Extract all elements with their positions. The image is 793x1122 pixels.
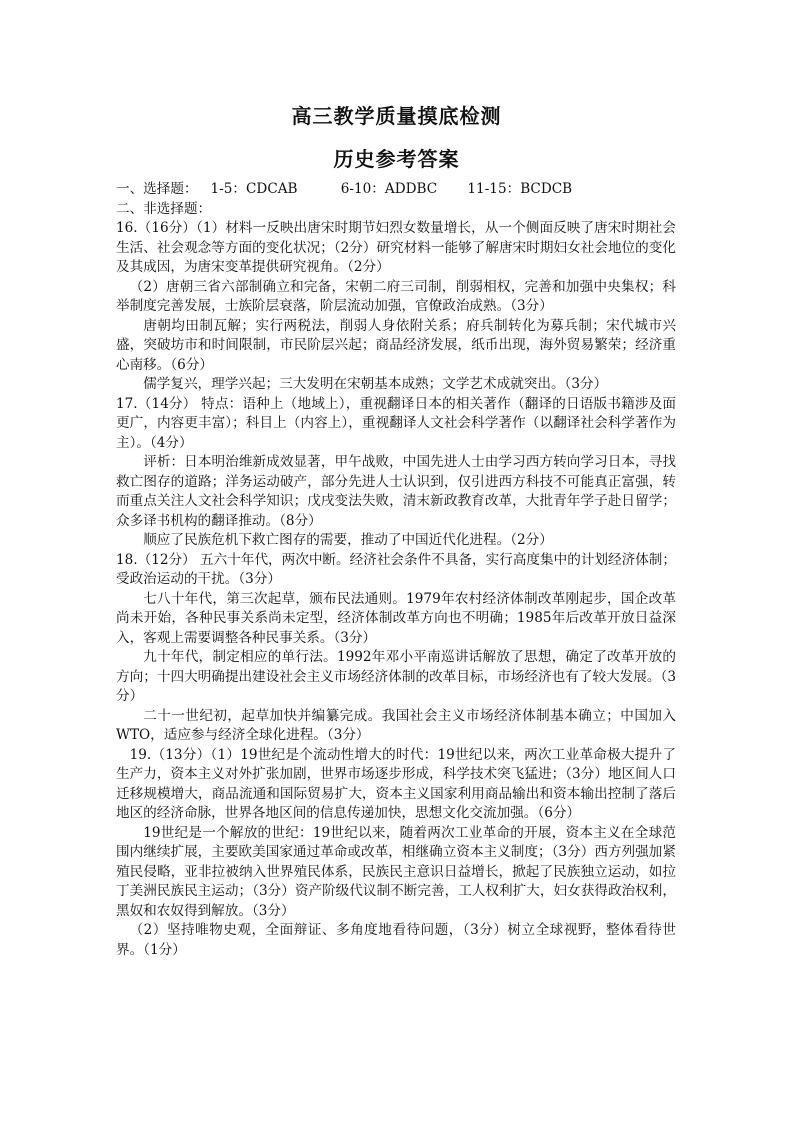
page-title: 高三教学质量摸底检测 (291, 104, 502, 128)
section-heading-nonchoice: 二、非选择题： (116, 200, 212, 217)
answer-16-part2-culture: 儒学复兴，理学兴起；三大发明在宋朝基本成熟；文学艺术成就突出。（3分） (143, 376, 608, 392)
mc-group-2: 6-10：ADDBC (340, 181, 438, 197)
mc-label: 一、选择题： (116, 181, 198, 197)
answer-18-stage2: 七八十年代，第三次起草，颁布民法通则。1979年农村经济体制改革刚起步，国企改革尚未开始，各种民事关系尚未定型，经济体制改革方向也不明确；1985年后改革开放日益深入，客观上需要调整各种民事关系。（3分） (116, 590, 676, 646)
answer-19-part1-mobility: 19.（13分）（1）19世纪是个流动性增大的时代：19世纪以来，两次工业革命极大提升了生产力，资本主义对外扩张加剧，世界市场逐步形成，科学技术突飞猛进；（3分）地区间人口迁移规模增大，商品流通和国际贸易扩大，资本主义国家利用商品输出和资本输出控制了落后地区的经济命脉，世界各地区间的信息传递加快，思想文化交流加强。（6分） (116, 746, 676, 821)
answer-18-stage3: 九十年代，制定相应的单行法。1992年邓小平南巡讲话解放了思想，确定了改革开放的方向；十四大明确提出建设社会主义市场经济体制的改革目标，市场经济也有了较大发展。（3分） (116, 649, 676, 704)
answer-19-part2: （2）坚持唯物史观，全面辩证、多角度地看待问题，（3分）树立全球视野，整体看待世界。（1分） (116, 922, 676, 958)
answer-17-features: 17.（14分） 特点：语种上（地域上），重视翻译日本的相关著作（翻译的日语版书籍涉及面更广，内容更丰富）；科目上（内容上），重视翻译人文社会科学著作（以翻译社会科学著作为主）。（4分） (116, 395, 676, 451)
multiple-choice-answers (116, 180, 676, 200)
answer-16-part2-politics: （2）唐朝三省六部制确立和完备，宋朝二府三司制，削弱相权，完善和加强中央集权；科举制度完善发展，士族阶层衰落，阶层流动加强，官僚政治成熟。（3分） (116, 278, 676, 314)
answer-17-significance: 顺应了民族危机下救亡图存的需要，推动了中国近代化进程。（2分） (143, 532, 553, 548)
answer-16-part1: 16.（16分）（1）材料一反映出唐宋时期节妇烈女数量增长，从一个侧面反映了唐宋时期社会生活、社会观念等方面的变化状况；（2分）研究材料一能够了解唐宋时期妇女社会地位的变化及其成因，为唐宋变革提供研究视角。（2分） (116, 220, 676, 275)
answer-body (116, 180, 676, 960)
answer-19-part1-liberation: 19世纪是一个解放的世纪：19世纪以来，随着两次工业革命的开展，资本主义在全球范围内继续扩展，主要欧美国家通过革命或改革，相继确立资本主义制度；（3分）西方列强加紧殖民侵略，亚非拉被纳入世界殖民体系，民族民主意识日益增长，掀起了民族独立运动，如拉丁美洲民族民主运动；（3分）资产阶级代议制不断完善，工人权利扩大，妇女获得政治权利，黑奴和农奴得到解放。（3分） (116, 824, 676, 919)
answer-17-evaluation: 评析：日本明治维新成效显著，甲午战败，中国先进人士由学习西方转向学习日本，寻找救亡图存的道路；洋务运动破产，部分先进人士认识到，仅引进西方科技不可能真正富强，转而重点关注人文社会科学知识；戊戌变法失败，清末新政教育改革，大批青年学子赴日留学；众多译书机构的翻译推动。（8分） (116, 454, 676, 529)
page-subtitle: 历史参考答案 (333, 147, 460, 171)
answer-16-part2-economy: 唐朝均田制瓦解；实行两税法，削弱人身依附关系；府兵制转化为募兵制；宋代城市兴盛，突破坊市和时间限制，市民阶层兴起；商品经济发展，纸币出现，海外贸易繁荣；经济重心南移。（6分） (116, 317, 676, 373)
answer-18-stage1: 18.（12分） 五六十年代，两次中断。经济社会条件不具备，实行高度集中的计划经济体制；受政治运动的干扰。（3分） (116, 551, 676, 587)
mc-group-3: 11-15：BCDCB (467, 181, 573, 197)
answer-18-stage4: 二十一世纪初，起草加快并编纂完成。我国社会主义市场经济体制基本确立；中国加入WTO，适应参与经济全球化进程。（3分） (116, 707, 676, 743)
mc-group-1: 1-5：CDCAB (210, 181, 298, 197)
